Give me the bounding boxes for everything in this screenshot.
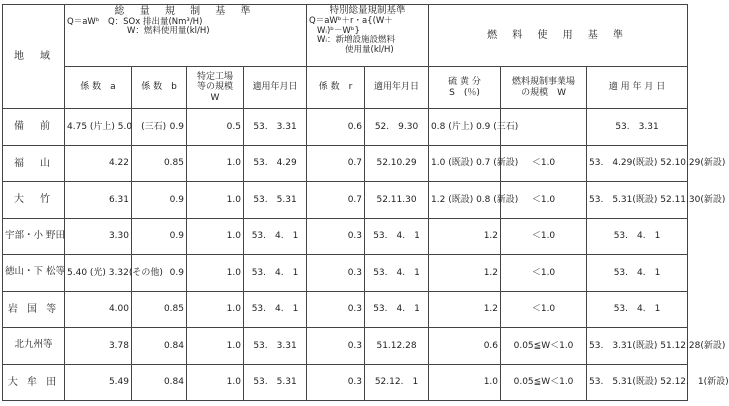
coef-r-cell: 0.7 [307,145,365,182]
coef-a-cell: 5.40 (光) 3.32(その他) [65,255,132,292]
date-2-cell: 52.12. 1 [365,364,429,401]
scale-header-line-3: W [210,92,220,103]
special-regulation-header [307,5,429,67]
scale-header [187,67,244,109]
area-cell: 大 牟 田 [3,364,65,401]
sulfur-cell: 0.8 (片上) 0.9 (三石) [429,109,501,146]
header-row-1 [3,5,688,67]
scale-cell: 0.5 [187,109,244,146]
scale-cell: 1.0 [187,182,244,219]
date-2-cell: 52. 9.30 [365,109,429,146]
coef-b-cell: 0.9 [132,182,187,219]
table-row [3,255,688,292]
total-regulation-header [65,5,307,67]
coef-b-cell: 0.85 [132,291,187,328]
area-cell: 岩 国 等 [3,291,65,328]
header-row-2 [3,67,688,109]
date-3-cell: 53. 4. 1 [587,255,688,292]
area-cell: 宇部・小 野田 [3,218,65,255]
date-2-cell: 52.11.30 [365,182,429,219]
area-cell: 大 竹 [3,182,65,219]
date-1-cell: 53. 4. 1 [244,255,307,292]
fuel-scale-cell: ＜1.0 [501,218,587,255]
table-row [3,364,688,401]
date-1-cell: 53. 3.31 [244,328,307,365]
coef-r-cell: 0.3 [307,291,365,328]
special-formula-line-4: 使用量(kl/H) [345,45,394,56]
sulfur-cell: 1.2 (既設) 0.8 (新設) [429,182,501,219]
sulfur-cell: 1.2 [429,291,501,328]
coef-a-cell: 4.75 (片上) 5.0 (三石) [65,109,132,146]
coef-b-cell: 0.84 [132,328,187,365]
sulfur-header [429,67,501,109]
date-3-header: 適 用 年 月 日 [587,67,688,109]
special-formula-line-2: Wᵢ)ᵇ－Wᵇ} [317,25,360,36]
sulfur-header-line-1: 硫 黄 分 [448,77,481,88]
date-2-cell: 52.10.29 [365,145,429,182]
date-3-cell: 53. 5.31(既設) 52.12. 1(新設) [587,364,688,401]
fuel-scale-cell: ＜1.0 [501,291,587,328]
area-header: 地 域 [3,5,65,109]
fuel-scale-cell: 0.05≦W＜1.0 [501,328,587,365]
coef-a-cell: 3.78 [65,328,132,365]
sulfur-cell: 0.6 [429,328,501,365]
date-3-cell: 53. 4. 1 [587,218,688,255]
date-2-cell: 53. 4. 1 [365,291,429,328]
date-1-header: 適用年月日 [244,67,307,109]
fuel-standard-header: 燃 料 使 用 基 準 [429,5,688,67]
total-formula-line-1: Q＝aWᵇ Q：SOx 排出量(Nm³/H) [67,16,203,27]
coef-a-cell: 4.22 [65,145,132,182]
table-row [3,182,688,219]
date-3-cell: 53. 5.31(既設) 52.11.30(新設) [587,182,688,219]
scale-cell: 1.0 [187,218,244,255]
date-1-cell: 53. 4. 1 [244,218,307,255]
table-row [3,218,688,255]
area-cell: 備 前 [3,109,65,146]
date-1-cell: 53. 5.31 [244,364,307,401]
sulfur-cell: 1.0 [429,364,501,401]
sulfur-cell: 1.0 (既設) 0.7 (新設) [429,145,501,182]
sulfur-cell: 1.2 [429,218,501,255]
coef-b-cell: 0.85 [132,145,187,182]
coef-r-cell: 0.3 [307,255,365,292]
scale-header-line-2: 等の規模 [196,82,233,93]
date-3-cell: 53. 4.29(既設) 52.10.29(新設) [587,145,688,182]
date-2-header: 適用年月日 [365,67,429,109]
scale-cell: 1.0 [187,364,244,401]
coef-a-cell: 5.49 [65,364,132,401]
date-3-cell: 53. 3.31(既設) 51.12.28(新設) [587,328,688,365]
date-2-cell: 51.12.28 [365,328,429,365]
scale-header-line-1: 特定工場 [196,71,233,82]
fuel-scale-cell: ＜1.0 [501,145,587,182]
scale-cell: 1.0 [187,145,244,182]
fuel-scale-cell: ＜1.0 [501,182,587,219]
coef-a-header: 係 数 a [65,67,132,109]
table-row [3,328,688,365]
sulfur-regulation-table [2,4,729,401]
coef-a-cell: 3.30 [65,218,132,255]
date-1-cell: 53. 4.29 [244,145,307,182]
table-row [3,109,688,146]
fuel-scale-cell: 0.05≦W＜1.0 [501,364,587,401]
date-1-cell: 53. 3.31 [244,109,307,146]
special-regulation-title: 特別総量規制基準 [329,5,406,16]
date-2-cell: 53. 4. 1 [365,255,429,292]
coef-b-cell: 0.9 [132,218,187,255]
scale-cell: 1.0 [187,328,244,365]
coef-r-cell: 0.3 [307,328,365,365]
scale-cell: 1.0 [187,255,244,292]
date-2-cell: 53. 4. 1 [365,218,429,255]
table-row [3,291,688,328]
coef-a-cell: 4.00 [65,291,132,328]
coef-r-cell: 0.3 [307,364,365,401]
fuel-scale-header-line-1: 燃料規制事業場 [512,77,576,88]
coef-r-cell: 0.6 [307,109,365,146]
scale-cell: 1.0 [187,291,244,328]
area-cell: 福 山 [3,145,65,182]
coef-b-cell: 0.9 [132,255,187,292]
area-cell: 徳山・下 松等 [3,255,65,292]
sulfur-cell: 1.2 [429,255,501,292]
area-cell: 北九州等 [3,328,65,365]
coef-r-header: 係 数 r [307,67,365,109]
fuel-scale-header-line-2: の規模 W [521,87,566,98]
coef-r-cell: 0.7 [307,182,365,219]
total-formula-line-2: W：燃料使用量(kl/H) [127,26,210,37]
date-1-cell: 53. 4. 1 [244,291,307,328]
fuel-scale-header [501,67,587,109]
special-formula-line-3: Wᵢ：新増設施設燃料 [317,35,395,46]
coef-b-header: 係 数 b [132,67,187,109]
sulfur-header-line-2: S (％) [449,87,480,98]
coef-r-cell: 0.3 [307,218,365,255]
table-row [3,145,688,182]
total-regulation-title: 総 量 規 制 基 準 [114,6,257,17]
date-1-cell: 53. 5.31 [244,182,307,219]
coef-a-cell: 6.31 [65,182,132,219]
special-formula-line-1: Q＝aWᵇ＋r・a{(W＋ [309,15,393,26]
coef-b-cell: 0.84 [132,364,187,401]
date-3-cell: 53. 4. 1 [587,291,688,328]
fuel-scale-cell: ＜1.0 [501,255,587,292]
date-3-cell: 53. 3.31 [587,109,688,146]
coef-b-cell: 0.9 [132,109,187,146]
